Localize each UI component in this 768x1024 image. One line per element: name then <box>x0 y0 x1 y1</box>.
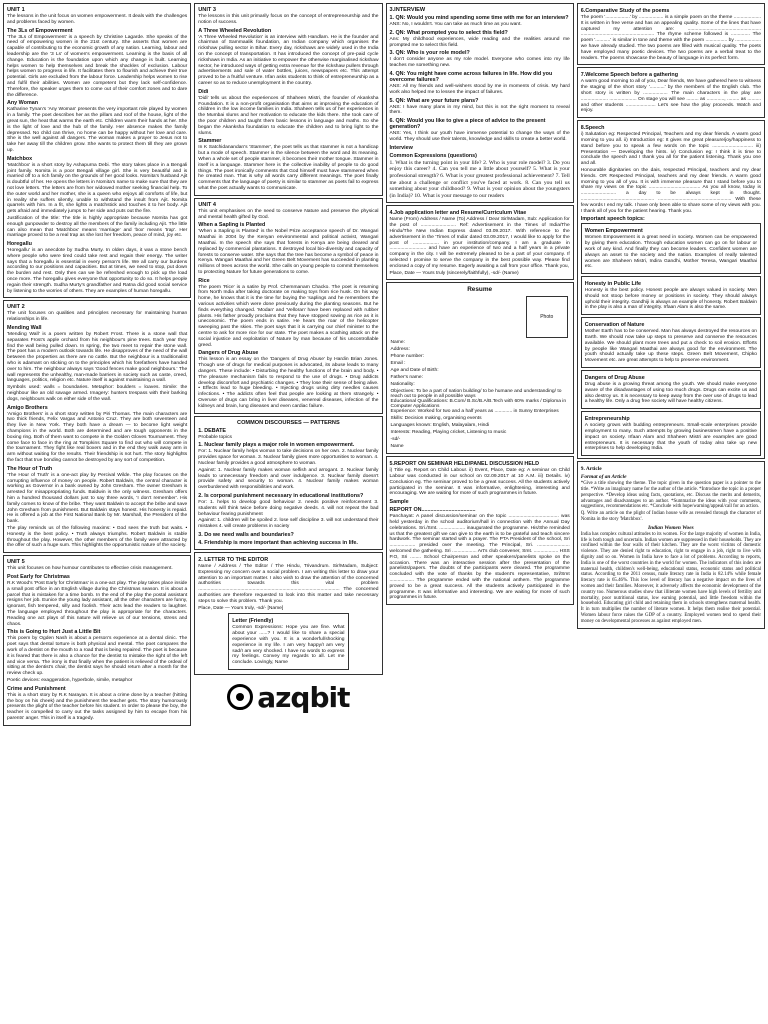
unit4-s3-heading: Dangers of Drug Abuse <box>198 350 259 357</box>
article-title: 9. Article <box>580 466 602 473</box>
friendly-letter-body: Common Expressions: Hope you are fine. What about your ......? I would like to share a special experience with you. It is a wonderful/shocking experience in my life. I am very happy/I am very sad/I am very shocked. I have no words to express my feelings. Convey my regards to all. Let me conclude. Lovingly, Name <box>232 625 345 666</box>
unit3-s2-body: 'Didi' tells us about the experiences of Shaheen Mistri, the founder of Akanksha Foundation. It is a non-profit organisation that aims at improving the education of children in the low income families in India. Shaheen tells us of her experiences in the Mumbai slums and her motivation to educate the kids there. She took care of the poor children and taught them basic lessons in language and maths. So she began the Akanksha foundation to educate the children and to bring light to the slums. <box>198 95 379 136</box>
topic-heading: Honesty in Public Life <box>584 281 642 288</box>
unit3-box <box>194 3 382 196</box>
debate-topic-2: 2. Is corporal punishment necessary in educational institutions? <box>198 493 364 499</box>
interview-q6: 6. QN: Would you like to give a piece of advice to the present generation? <box>389 118 546 131</box>
topic-heading: Conservation of Nature <box>584 322 645 329</box>
unit5-s2-devices: Poetic devices: exaggeration, hyperbole, simile, metaphor <box>7 677 133 683</box>
unit3-intro: The lessons in this unit primarily focus on the concept of entrepreneurship and the notion of success. <box>198 14 379 25</box>
unit5-intro: This unit focuses on how humour contributes to effective crisis management. <box>7 566 173 572</box>
interview-q2: 2. QN: What prompted you to select this field? <box>389 29 508 36</box>
welcome-box <box>577 67 765 118</box>
unit3-s1-heading: A Three Wheeled Revolution <box>198 27 272 34</box>
resume-row <box>390 354 570 361</box>
interview-a5: ANS: I have many plans in my mind, but this is not the right moment to reveal them. <box>389 104 570 116</box>
logo-icon <box>227 684 253 710</box>
speech-box <box>577 120 765 459</box>
photo-placeholder: Photo <box>526 296 568 338</box>
debate-sub: Probable topics <box>198 434 232 440</box>
application-title: 4.Job application letter and Resume/Curriculum Vitae <box>389 210 527 217</box>
report-body: i) Title eg. Report on Child Labour. ii) Event, Place, Date eg: A seminar on Child Labour was conducted in our school on 02.09.2017 at 10 A.M. iii) Details. iv) Conclusion eg. The seminar proved to be a great success. All the students actively participated in the seminar. It was informative, enlightening, interesting and encouraging. We are waiting for more of such programmes in future. <box>389 468 570 497</box>
report-title: 5.REPORT ON SEMINAR HELD/PANEL DISCUSSION HELD <box>389 461 540 468</box>
unit4-s2-body: The poem 'Rice' is a satire by Prof. Chemmanam Chacko. The poet is returning from North India after taking doctorate on making toys from rice husk. On his way home, he knows that it is the time for buying the 'saplings and he remembers the various activities which were done previously during the planting seasons. But he finds everything changed. 'Modan' and 'Velloran' have been replaced with rubber plants. His father proudly proclaims that they have stopped sowing as rice as it is uneconomic. The poem ends in satire. He hears the roar of the helicopter sweeping past the skies. The poet says that it is carrying our chief minister to the centre to ask for more rice for our state. The poet makes a scathing attack on the social injustice and exploitation of Nature by man because of his uncontrollable greed. <box>198 284 379 348</box>
interview-box <box>386 3 574 203</box>
unit1-s3-justification: Justification of the title: The title is highly appropriate because Nomita has got enough gunpowder to destroy all the members of the family including Ajit. The little can also mean that 'Matchbox' means 'marriage' and 'box' means 'trap'. Her marriage proved to be a real trap as she lost her freedom, peace of mind, joy etc. <box>7 215 188 239</box>
unit5-box <box>3 555 191 726</box>
unit4-title: UNIT 4 <box>198 201 216 208</box>
interview-a4: ANS: All my friends and well-wishers stood by me in moments of crisis. My hard work also helped me to lessen the impact of failures. <box>389 83 570 95</box>
unit4-s2-heading: Rice <box>198 277 210 284</box>
topic-box <box>581 317 761 368</box>
unit2-s1-body: 'Mending Wall' is a poem written by Robert Frost. There is a stone wall that separates Frost's apple orchard from his neighbour's pine trees. Each year they find the wall being pulled down. In spring, the two meet to repair the stone wall. The poet has a modern outlook towards life. He disapproves of the need of the wall between the properties as there are no cattle. But the neighbour is a traditionalist who is adamant on sticking on to the principles which his forefathers have handed over to him. The neighbour always says 'Good fences make good neighbours.' The wall represents the unhealthy, man-made barriers in society such as caste, creed, languages, politics, religion etc. Nature itself is against maintaining a wall. <box>7 332 188 384</box>
topic-box <box>581 411 761 456</box>
unit2-s2-heading: Amigo Brothers <box>7 404 48 411</box>
debate-topic-1-for: For: 1. Nuclear family helps woman to take decisions on her own. 2. Nuclear family provides space for woman. 3. Nuclear family gives more opportunities to woman. 4. Nuclear family provides a good atmosphere to woman. <box>198 449 379 467</box>
resume-field: Languages known: English, Malayalam, Hindi <box>390 423 490 429</box>
compare-title: 6.Comparative Study of the poems <box>580 8 670 14</box>
unit1-s4-heading: Horegallu <box>7 241 32 248</box>
application-box <box>386 205 574 280</box>
unit1-s2-heading: Any Woman <box>7 100 39 107</box>
welcome-body: A warm good morning to all of you, Dear friends, We have gathered here to witness the staging of the short story '...........' by the members of the English club. The short story is written by .................. The main characters in the play are .................... .................... On stage you will see ......... as ............., ......... as .......... and other students ...................... Let's see how the play proceeds. Watch and enjoy. <box>580 79 761 114</box>
interview-a2: Ans: My childhood experiences, wide reading and the realities around me prompted me to select this field. <box>389 36 570 48</box>
column-1 <box>3 3 191 1021</box>
report-box <box>386 456 574 605</box>
interview-a3: I don't consider anyone as my role model. Everyone who comes into my life teaches me something new. <box>389 57 570 69</box>
unit2-s3-heading: The Hour of Truth <box>7 465 53 472</box>
resume-field: Name: <box>390 340 405 346</box>
topic-body: Women Empowerment is a great need in society. Women can be empowered by giving them education. Through education women can go on for labour or work of any kind. And finally they can become leaders. Confident women are always an asset to the society and the nation. Examples of really talented women are Shaheen Mistri, Indira Gandhi, Mother Teresa, Wangari Maathai etc. <box>584 235 757 270</box>
topic-body: A society grows with budding entrepreneurs. Small-scale enterprises provide employment to many. Such attempts by growing businessmen have a positive impact on society. Irfaan Alam and Shaheen Mistri are examples are good entrepreneurs. It is necessary that the youth of today also take up new enterprises to help developing India. <box>584 423 757 452</box>
unit1-s2-body: Katharine Tynan's 'Any Woman' presents the very important role played by women in a family. The poet describes her as the pillars and roof of the house, light of the great sun, the heat that warms the earth etc. Children warm their hands at her. She is the light of love and the hub of the family. Her absence makes the family depressed. No child can thrive, no home can be happy without her love and care. She is the well against all dangers. The woman makes a prayer to Jesus not to take her away till the children grow. She wants to protect them till they are grown up. <box>7 107 188 153</box>
unit5-title: UNIT 5 <box>7 559 25 566</box>
unit1-s3-body: 'Matchbox' is a short story by Ashapurna Debi. The story takes place in a Bengali joint family. Nomita is a poor Bengali village girl. She is very beautiful and is married off to a rich family on the grounds of her good looks. Nomita's husband Ajit is doubtful of her. He opens the letters in Nomita's name to make sure that they are not love letters. The letters are from her widowed mother seeking financial help. To the outer world and her mother, she is a queen who enjoys all comforts of life, but in reality she suffers silently, unable to withstand the insult from Ajit. Nomita quarrels with him. In a fit, she lights a matchstick and touches it to her body. Ajit gets afraid and immediately jumps to her side and puts out the fire. <box>7 162 188 215</box>
unit5-s2-body: This poem by Ogden Nash is about a person's experience at a dental clinic. The poet says that dental torture is both physical and mental. The poet compares the work of a dentist on the mouth to a road that is being repaired. The poet is because it is feared that there is also a chance for the dentist to mistake the right of the left and vice versa. The irony is that finally when the patient is relieved of the ordeal of sitting at the dentist's chair, the dentist says he should return after a month for the review check up. <box>7 636 188 677</box>
article-format-heading: Format of an Article <box>580 474 627 481</box>
unit3-s3-heading: Stammer <box>198 138 222 145</box>
article-question: Q. Write an article on the plight of Indian house wife as revealed through the character of Nomita in the story 'Matchbox'. <box>580 511 761 523</box>
unit1-s1-body: 'The 3Ls of Empowerment' is a speech by Christine Lagarde. She speaks of the need of empowering women in the 21st century. She asserts that women are capable of contributing to the economic growth of any nation. Learning, labour and leadership are the '3 Ls' of women's empowerment. Learning is the basis of all change. Education is the foundation upon which any change is built. Learning helps women to help themselves and break the shackles of exclusion. Labour helps women to progress in life. It facilitates them to flourish and achieve their true potential. Girls are excluded from the labour force. Leadership helps women to rise and fulfil their abilities. Women are competent but they lack self-confidence. Therefore, the speaker urges them to come out of their comfort zones and to dare the difference. <box>7 34 188 98</box>
unit4-intro: This unit emphasises on the need to conserve Nature and preserve the physical and mental health gifted by God. <box>198 208 379 220</box>
resume-field: Interests: Reading, Playing cricket, Listening to music <box>390 430 507 436</box>
topic-heading: Entrepreneurship <box>584 416 630 423</box>
unit2-s1-heading: Mending Wall <box>7 325 42 332</box>
resume-field: Father's name: <box>390 375 423 381</box>
unit5-s3-body: This is a short story by R.K Narayan. It is about a crime done by a teacher (hitting the boy on his cheek) and the punishment the teacher gets. The story humorously presents the plight of the teacher before his student. In order to please the boy, the teacher is compelled to carry out the tasks assigned by him to escape from his parents' anger. This in itself is a tragedy. <box>7 692 188 721</box>
interview-title: 3.INTERVIEW <box>389 7 426 13</box>
resume-row <box>390 437 570 444</box>
unit1-title: UNIT 1 <box>7 7 25 13</box>
unit2-s3-body: 'The Hour of Truth' is a one-act play by Percival Wilde. The play focuses on the corrupting influence of money on people. Robert Baldwin, the central character is working as Governor in a bank owned by John Gresham. The owner Gresham is arrested for misappropriating funds. Baldwin is the only witness. Gresham offers him a hundred thousand dollars just to say three words, 'I don't remember'. His family comes to know of the bribe. They want Baldwin to accept the bribe and save John Gresham from punishment. But Baldwin stays honest. His honesty is repaid. He is offered a job at the First National Bank by Mr. Marshall, the President of the bank. <box>7 472 188 525</box>
speech-title: 8.Speech <box>580 125 605 132</box>
article-sample-heading: Indian Women Woes <box>648 524 694 531</box>
debate-box <box>194 416 382 550</box>
resume-field: -sd/- <box>390 437 401 443</box>
unit2-s3-morals: The play reminds us of the following maxims: • God sees the truth but waits. • Honesty is the best policy. • Truth always triumphs. Robert Baldwin is stable throughout the play. However, the other members of the family were attracted by the offer of such a huge sum. This highlights the opportunistic nature of the society. <box>7 525 188 549</box>
topic-heading: Dangers of Drug Abuse <box>584 375 645 382</box>
unit4-s3-body: This lesson is an essay on the 'Dangers of Drug Abuse' by Hardin Brian Jones. Though use of drugs for medical purposes is advocated, its abuse leads to many dangers. These include: • Disturbing the healthy functions of the brain and body. • The pleasure mechanism fails to respond to the use of drugs. • Drug addicts develop discomfort and psychiatric changes. • They lose their sense of being alive. • Effects lead to huge bleeding. • Injecting drugs using dirty needles causes infections. • The addicts often feel that people are looking at them strangely. • Overuse of drugs can bring in liver diseases, venereal diseases, infection of the kidneys and brain, lung diseases and even cardiac failure. <box>198 357 379 409</box>
discourses-header: COMMON DISCOURSES — PATTERNS <box>237 419 340 426</box>
interview-q5: 5. QN: What are your future plans? <box>389 97 479 104</box>
interview-a6: ANS: Yes, I think our youth have immense potential to change the ways of the world. They should use their talents, knowledge and skills to create a better world. <box>389 131 570 142</box>
unit5-s1-body: R.K Wood's 'Post Early for Christmas' is a one-act play. The play takes place inside a small post office in an English village during the Christmas season. It is about a parcel that is mistaken for a time bomb. In the end of the play the postal assistant resigns her job. Eunice the young lady assistant, all the other characters are funny, ignorant, fish tempered, silly and foolish. Their acts lead the readers to laughter. The language employed throughout the play is appropriate for the characters. Reading one act plays of this nature will relieve us of our tensions, stress and chaos. <box>7 580 188 627</box>
topic-body: Mother Earth has to be conserved. Man has always destroyed the resources on Earth. We should now take up steps to preserve and conserve the resources available. We should plant more trees and put a check to soil erosion. Efforts by people like Wangari Maathai are always good for the environment. The youth should actually take up these steps. Green Belt Movement, Chipko Movement etc. are great attempts to help to preserve environment. <box>584 329 757 364</box>
unit4-box <box>194 198 382 414</box>
resume-field: Email : <box>390 361 406 367</box>
letter-sign: Place, Date — Yours truly, -sd/- [Name] <box>198 605 284 611</box>
speech-sample: Honourable dignitaries on the dais, respected Principal, teachers and my dear friends. OR Respected Principal, teachers and my dear friends. A warm good morning to you all of you. It is with immense pleasure that I stand before you to share my views on the topic ...................................... As you all know, today is .......................... a day to be always kept in thought. ...................................................... ...................................................... With these few words I end my talk. I have only been able to share some of my views with you. I thank all of you for the patient hearing. Thank you. <box>580 167 761 214</box>
compare-body: The poem '..................' by .................. is a simple poem on the theme .................... It is written in free verse and has an appealing quality. Some of the lines that have captured my attention are: ...................................................... ...................................................... The rhyme scheme followed is .............. The poem '...........' is similar in tone and theme with the poem ................ by ................... we have already studied. The two poems are filled with musical quality. The poets have employed many poetic devices. The two poems are a verbal treat to the readers. The poems showcase the beauty of language in its perfect form. <box>580 15 761 61</box>
unit2-intro: The unit focuses on qualities and principles necessary for maintaining human relationships in life. <box>7 311 188 323</box>
unit1-box <box>3 3 191 298</box>
debate-topic-2-for: For: 1. helps to develop good behaviour 2. needs positive reinforcement 3. students will think twice before doing negative deeds. 4. will not repeat the bad behaviour fearing punishment <box>198 500 379 517</box>
friendly-letter-title: Letter (Friendly) <box>232 618 274 625</box>
topic-heading: Women Empowerment <box>584 228 643 235</box>
brand-logo <box>194 681 382 714</box>
unit3-title: UNIT 3 <box>198 7 216 13</box>
topic-box <box>581 223 761 274</box>
friendly-letter-box <box>228 613 348 670</box>
debate-topic-2-against: Against: 1. children will be spoiled 2. lose self discipline 3. will not understand their mistakes 4. will create problems in society <box>198 518 379 530</box>
topic-box <box>581 370 761 409</box>
speech-topics-heading: Important speech topics: <box>580 216 645 223</box>
debate-topic-4: 4. Friendship is more important than achieving success in life. <box>198 539 358 546</box>
report-sample-title: REPORT ON.................................... <box>389 507 476 514</box>
article-box <box>577 461 765 628</box>
topic-body: Drug abuse is a growing threat among the youth. We should make everyone aware of the disadvantages of using too much drugs. Drugs can excite us and also destroy us. It is necessary to keep away from the over use of drugs to lead a healthy life. Only a drug free society will have healthy citizens. <box>584 382 757 405</box>
letter-body: Name / Address / The Editor / The Hindu, Trivandrum. Sir/Madam, Subject: Expressing my concern over a social problem. I am writing this letter to draw your attention to an important matter. I also wish to draw the attention of the concerned authorities towards this vital problem ........................................................................................................ The concerned authorities are therefore requested to look into this matter and take necessary steps to solve this problem. Thank you. <box>198 563 379 604</box>
debate-topic-3: 3. Do we need walls and boundaries? <box>198 531 294 538</box>
column-3 <box>386 3 574 1021</box>
topic-body: Honesty is the best policy. Honest people are always valued in society. Men should not stoop before money or positions in society. They should always uphold their integrity. Gandhiji is always an example of honesty. Robert Baldwin in the play is also a man of integrity. Irfaan Alam is also the same. <box>584 288 757 311</box>
unit3-s1-body: 'A Three Wheeled Revolution' is an interview with Handlam. He is the founder and chairman of Sammaalik foundation, an Indian company which organises the rickshaw pulling sector in Bihar. Every day, rickshaws are widely used in the India on the concept of transportation. It has introduced the concept of pre-paid cycle rickshaws in India. As an initiative to empower the otherwise marginalised rickshaw sector, he introduced ways of getting extra revenue for the rickshaw pullers through advertisements and sale of water bottles, juices, newspapers etc. This attempt proved to be a fruitful venture. Irfan asks students to think of entrepreneurship as a career so as to reduce unemployment in the country. <box>198 34 379 86</box>
unit1-s3-heading: Matchbox <box>7 155 33 162</box>
resume-field: Phone number: <box>390 354 424 360</box>
application-sign: Place, Date — Yours truly (sincerely/faithfully), -sd/- (Name) <box>389 270 519 276</box>
debate-topic-1: 1. Nuclear family plays a major role in women empowerment. <box>198 442 355 449</box>
unit2-title: UNIT 2 <box>7 304 25 311</box>
unit3-s3-body: In K Satchidanandan's 'Stammer', the poet tells us that stammer is not a handicap but a mode of speech. Stammer is the silence between the word and its meaning. When a whole set of people stammer, it becomes their mother tongue. Stammer in itself is a language. Stammer here is the collective inability of people to do good things. The poet ironically comments that God himself must have stammered when he created man. That is why all words carry different meanings. The poet finally comments that the language of poetry is similar to stammer as poets fail to express what the poet actually wants to communicate. <box>198 145 379 191</box>
unit5-s3-heading: Crime and Punishment <box>7 685 66 692</box>
resume-row <box>390 340 570 347</box>
resume-row <box>390 444 570 451</box>
resume-field: Skills: Decision making, organising events <box>390 416 482 422</box>
resume-row <box>390 430 570 437</box>
interview-common-heading: Common Expressions (questions) <box>389 152 477 159</box>
interview-a1: ANS: No, I wouldn't. You can take as much time as you want. <box>389 22 522 27</box>
resume-field: Name <box>390 444 404 450</box>
unit4-s1-heading: When a Sapling is Planted <box>198 222 266 229</box>
topic-box <box>581 276 761 315</box>
letter-title: 2. LETTER TO THE EDITOR <box>198 556 269 563</box>
logo-text: azqbit <box>257 680 350 714</box>
welcome-title: 7.Welcome Speech before a gathering <box>580 72 679 79</box>
resume-field: Experience: Worked for two and a half years as ............. in Sunny Enterprises <box>390 409 559 415</box>
unit2-s2-body: 'Amigo Brothers' is a short story written by Piri Thomas. The main characters are two thick friends, Felix Vargas and Antonio Cruz. They are both seventeen and they live in New York. They both have a dream — to become light weight champions in the world. Both are determined and are tough opponents in the boxing ring. Both of them want to compete in the Golden Gloves Tournament. They come face to face in the ring at Tompkins Square to find out who will compete in the tournament. They fight like real boxers and in the end they walk away arm in arm without waiting for the results. Their friendship is not hurt. The story highlights the fact that true bonding cannot be destroyed by any sort of competition. <box>7 411 188 463</box>
column-4 <box>577 3 765 1021</box>
resume-field: Objectives: To be a part of nation building/ to be humane and understanding/ to reach out to people in all possible ways <box>390 389 562 400</box>
resume-row <box>390 399 570 409</box>
debate-topic-1-against: Against: 1. Nuclear family makes woman selfish and arrogant. 2. Nuclear family leads to unnecessary freedom and over indulgence. 3. Nuclear family doesn't provide safety and security to woman. 4. Nuclear family makes woman overburdened with responsibilities and work. <box>198 467 379 491</box>
interview-label: Interview <box>389 144 413 151</box>
interview-common-list: 1. What is the turning point in your life? 2. Who is your role model? 3. Do you enjoy this career? 4. Can you tell me a little about yourself? 5. What is your professional strength? 6. What is your greatest professional achievement? 7. Tell me about a challenge or conflict you've faced at work. 8. Can you tell us something about your childhood? 9. What is your opinion about the youngsters (in India)? 10. What is your message to our readers <box>389 159 570 199</box>
unit5-s2-heading: This is Going to Hurt Just a Little Bit <box>7 629 101 636</box>
interview-q3: 3. QN: Who is your role model? <box>389 50 470 57</box>
resume-field: Address: <box>390 347 410 353</box>
unit1-s1-heading: The 3Ls of Empowerment <box>7 27 73 34</box>
unit2-box <box>3 300 191 553</box>
unit5-s1-heading: Post Early for Christmas <box>7 573 70 580</box>
unit1-s4-body: 'Horegallu' is an anecdote by Sudha Murty. In olden days, it was a stone bench where people who were tired could take rest and regain their energy. The writer says that a horegallu is essential in every person's life. We all carry our burdens according to our positions and capacities. But at times, we need to stop, put down the burden and rest. Only then can we be refreshed enough to pick up the load once more. The horegallu gives everyone that opportunity to do so. It helps people regain their strength. Sudha Murty's grandfather and Ratna did good social service by listening to the worries of others. They are examples of human horegallu. <box>7 248 188 294</box>
speech-body: i) Salutation eg: Respected Principal, Teachers and my dear friends. A warm good morning to you all. ii) Introduction eg: It gives me great pleasure/joy/happiness to stand before you to speak a few words on the topic .............................. iii) Presentation — Developing the hints. iv) Conclusion eg: I think it is time to conclude the speech and I thank you all for the patient listening. Thank you one and all. <box>580 132 761 167</box>
resume-field: Educational Qualifications: B.Com/ B.Sc/B.A/B.Tech with 60% marks / Diploma in Computer Applications <box>390 399 567 410</box>
resume-table <box>390 340 570 451</box>
resume-row <box>390 375 570 382</box>
resume-field: Nationality: <box>390 382 415 388</box>
column-2 <box>194 3 382 1021</box>
report-sample-heading: Sample <box>389 499 409 506</box>
letter-box <box>194 552 382 675</box>
interview-q4: 4. QN: You might have come across failures in life. How did you overcome failures? <box>389 70 553 83</box>
compare-box <box>577 3 765 65</box>
unit1-intro: The lessons in the unit focus on women empowerment. It deals with the challenges and problems faced by women. <box>7 14 188 25</box>
report-sample-body: Panchayat: A panel discussion/seminar on the topic ..................................... was held yesterday in the school auditorium/hall in connection with the Annual Day celebrations. Sri./Smt. ................... inaugurated the programme. His/She reminded us that the greatest gift we can give to the earth is to be grateful and teach sincere hardwork. The seminar started with a prayer. The PTA President of the school, Sri ................... presided over the meeting. The Principal, Sri. ........................ welcomed the gathering. Sri .................. Art's club convener, Smt. .................. HSS P.O, Sri ........ School Chairperson and other speakers/panelists spoke on the occasion. There was an interactive session after the presentation of the panelists/papers. The doubts of the participants were cleared. The programme concluded with the vote of thanks by the student's representative, Sri/Smt .................. The programme ended with the national anthem. The programme proved to be a great success. All the students actively participated in the programme. It was informative and interesting. We are waiting for more of such programmes in future. <box>389 514 570 601</box>
article-sample-body: India has complex cultural attitudes to its women. For the large majority of women in India, life is both tough and uncertain. Indian women are suppressed in their households. They are confined within the four walls of their kitchen. They are the worst victims of domestic violence. They are denied right to education, right to engage in a job, right to live with dignity and so on. Women in India have to face a lot of problems. According to reports, India is one of the worst countries in the world for women. The indicators of this index are maternal health, children's well-being, educational status, economic status and political status. According to the 2011 census, male literacy rate in India is 82.14% while female literacy rate is 65.46%. This low level of literacy has a negative impact on the lives of women and their families. Moreover, it adversely affects the economic development of the country too. Numerous studies show that illiterate women have high levels of fertility and mortality, poor nutritional status, low earning potential, and little freedom within the household. Educating girl child and retaining them in schools strengthens maternal health. It in turn multiplies the number of literate women. It helps them realise their potential. Women labour force raises the GDP of a country. Employed women tend to spend their money on developmental processes as against employed men. <box>580 531 761 624</box>
resume-row <box>390 389 570 399</box>
resume-field: Age and Date of Birth: <box>390 368 439 374</box>
application-body: Name (From) Address / Name (To) Address / Dear Sir/Madam, Sub: Application for the post of .......................... Ref: Advertisement in the Times of India/The Hindu/The New Indian Express dated 03.09.2017. With reference to the advertisement in the 'Times of India' dated 03.09.2017, I would like to apply for the post of ................... in your institution/company. I am a graduate in ........................... and have an experience of two and a half years in a private company in the city. I will be extremely pleased to be a part of your company. If selected I promise to serve the company in the best possible way. Please find enclosed a copy of my resume. Eagerly awaiting a call from your office. Thank you, <box>389 217 570 269</box>
interview-q1: 1. QN: Would you mind spending some time with me for an interview? <box>389 15 569 21</box>
resume-title: Resume <box>467 286 493 294</box>
debate-title: 1. DEBATE <box>198 427 227 434</box>
unit4-s1-body: 'When a Sapling is Planted' is the Nobel Prize acceptance speech of Dr. Wangari Maathai in 2004 by the Kenyan environmental and political activist, Wangari Maathai. In the speech she says that forests in Kenya are being cleared and replaced by commercial plantations. It destroyed local bio-diversity and capacity of forests to conserve water. She says that the tree has become a symbol of peace in Kenya. Wangari Maathai and her Green Belt Movement has succeeded in planting millions of trees across the world. She calls on young people to commit themselves to protecting Nature for future generations to come. <box>198 229 379 275</box>
resume-box <box>386 282 574 454</box>
unit2-s1-symbols: Symbols used: walls = boundaries. Metaphor: boulders = loaves. Simile: the neighbour like an old savage armed. Imagery: hunters trespass with their barking dogs, neighbours walk on either side of the wall. <box>7 385 188 402</box>
unit3-s2-heading: Didi <box>198 88 209 95</box>
article-format-body: *Give a title showing the theme. The topic given in the question paper is a pointer to the title. *Write an imaginary name for the author of the article. *Introduce the topic in a proper perspective. *Develop ideas using facts, quotations, etc. Discuss the merits and demerits, advantages and disadvantages to an author. *Summarize the ideas with your comments, suggestions, recommendations etc. *Conclude with hope/warning/appeal/call for an action. <box>580 481 761 510</box>
